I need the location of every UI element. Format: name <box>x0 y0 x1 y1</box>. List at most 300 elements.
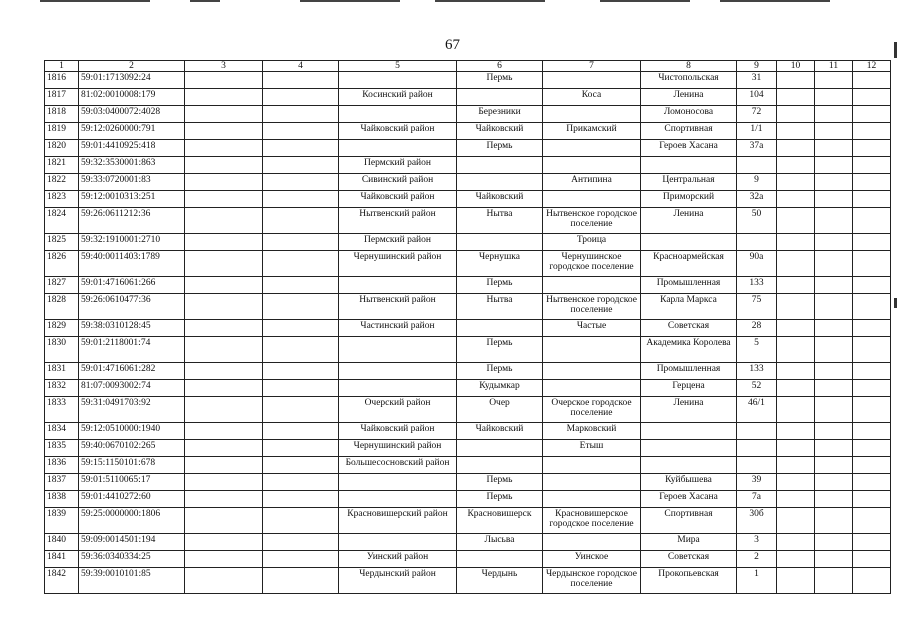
street-cell: Чистопольская <box>641 72 737 89</box>
column-3-cell <box>185 157 263 174</box>
settlement-cell: Коса <box>543 89 641 106</box>
city-cell: Пермь <box>457 474 543 491</box>
column-4-cell <box>263 491 339 508</box>
house-number-cell: 5 <box>737 337 777 363</box>
city-cell: Пермь <box>457 337 543 363</box>
house-number-cell: 32а <box>737 191 777 208</box>
house-number-cell <box>737 457 777 474</box>
city-cell <box>457 89 543 106</box>
table-row <box>45 491 891 508</box>
house-number-cell <box>737 157 777 174</box>
column-12-cell <box>853 320 891 337</box>
city-cell: Пермь <box>457 277 543 294</box>
table-row <box>45 72 891 89</box>
street-cell: Прокопьевская <box>641 568 737 594</box>
row-number-cell: 1837 <box>45 474 79 491</box>
settlement-cell <box>543 277 641 294</box>
column-11-cell <box>815 534 853 551</box>
column-12-cell <box>853 457 891 474</box>
column-10-cell <box>777 568 815 594</box>
settlement-cell: Уинское <box>543 551 641 568</box>
column-11-cell <box>815 423 853 440</box>
city-cell: Лысьва <box>457 534 543 551</box>
cadastral-number-cell: 59:40:0011403:1789 <box>79 251 185 277</box>
street-cell: Спортивная <box>641 508 737 534</box>
district-cell <box>339 380 457 397</box>
street-cell: Советская <box>641 551 737 568</box>
district-cell: Большесосновский район <box>339 457 457 474</box>
column-10-cell <box>777 508 815 534</box>
cadastral-number-cell: 59:25:0000000:1806 <box>79 508 185 534</box>
column-10-cell <box>777 294 815 320</box>
district-cell: Чернушинский район <box>339 440 457 457</box>
house-number-cell <box>737 440 777 457</box>
house-number-cell: 72 <box>737 106 777 123</box>
street-cell: Центральная <box>641 174 737 191</box>
column-3-cell <box>185 551 263 568</box>
column-11-cell <box>815 491 853 508</box>
column-11-cell <box>815 106 853 123</box>
table-row <box>45 89 891 106</box>
column-12-cell <box>853 157 891 174</box>
column-10-cell <box>777 474 815 491</box>
column-4-cell <box>263 140 339 157</box>
city-cell <box>457 234 543 251</box>
table-row <box>45 568 891 594</box>
column-4-cell <box>263 440 339 457</box>
column-4-cell <box>263 423 339 440</box>
table-row <box>45 474 891 491</box>
district-cell: Чайковский район <box>339 191 457 208</box>
column-3-cell <box>185 363 263 380</box>
row-number-cell: 1832 <box>45 380 79 397</box>
column-11-cell <box>815 294 853 320</box>
column-12-cell <box>853 508 891 534</box>
column-3-cell <box>185 320 263 337</box>
column-12-cell <box>853 423 891 440</box>
street-cell: Приморский <box>641 191 737 208</box>
row-number-cell: 1842 <box>45 568 79 594</box>
column-11-cell <box>815 251 853 277</box>
column-3-cell <box>185 491 263 508</box>
cadastral-number-cell: 59:01:2118001:74 <box>79 337 185 363</box>
scan-edge-mark <box>894 298 897 308</box>
column-10-cell <box>777 337 815 363</box>
table-row <box>45 174 891 191</box>
cadastral-number-cell: 59:32:1910001:2710 <box>79 234 185 251</box>
column-12-cell <box>853 106 891 123</box>
column-11-cell <box>815 140 853 157</box>
house-number-cell: 28 <box>737 320 777 337</box>
city-cell: Пермь <box>457 491 543 508</box>
column-4-cell <box>263 457 339 474</box>
district-cell: Чайковский район <box>339 423 457 440</box>
district-cell <box>339 337 457 363</box>
settlement-cell: Нытвенское городское поселение <box>543 208 641 234</box>
house-number-cell: 7а <box>737 491 777 508</box>
column-3-cell <box>185 397 263 423</box>
street-cell: Красноармейская <box>641 251 737 277</box>
column-3-cell <box>185 568 263 594</box>
column-header: 10 <box>777 61 815 72</box>
street-cell: Ленина <box>641 208 737 234</box>
column-12-cell <box>853 491 891 508</box>
column-3-cell <box>185 337 263 363</box>
city-cell <box>457 174 543 191</box>
column-10-cell <box>777 440 815 457</box>
column-header: 8 <box>641 61 737 72</box>
row-number-cell: 1818 <box>45 106 79 123</box>
column-11-cell <box>815 320 853 337</box>
city-cell: Нытва <box>457 294 543 320</box>
house-number-cell: 46/1 <box>737 397 777 423</box>
column-header: 5 <box>339 61 457 72</box>
cadastral-number-cell: 59:31:0491703:92 <box>79 397 185 423</box>
column-10-cell <box>777 534 815 551</box>
house-number-cell: 104 <box>737 89 777 106</box>
column-4-cell <box>263 320 339 337</box>
column-12-cell <box>853 140 891 157</box>
district-cell: Чернушинский район <box>339 251 457 277</box>
district-cell: Сивинский район <box>339 174 457 191</box>
cadastral-number-cell: 59:40:0670102:265 <box>79 440 185 457</box>
column-header: 11 <box>815 61 853 72</box>
row-number-cell: 1829 <box>45 320 79 337</box>
column-12-cell <box>853 397 891 423</box>
row-number-cell: 1822 <box>45 174 79 191</box>
row-number-cell: 1817 <box>45 89 79 106</box>
street-cell <box>641 457 737 474</box>
column-10-cell <box>777 397 815 423</box>
column-header: 9 <box>737 61 777 72</box>
column-10-cell <box>777 234 815 251</box>
column-12-cell <box>853 380 891 397</box>
street-cell: Карла Маркса <box>641 294 737 320</box>
city-cell: Красновишерск <box>457 508 543 534</box>
column-10-cell <box>777 423 815 440</box>
column-10-cell <box>777 457 815 474</box>
cadastral-number-cell: 81:02:0010008:179 <box>79 89 185 106</box>
row-number-cell: 1833 <box>45 397 79 423</box>
column-10-cell <box>777 320 815 337</box>
table-row <box>45 440 891 457</box>
district-cell <box>339 72 457 89</box>
table-row <box>45 423 891 440</box>
settlement-cell: Антипина <box>543 174 641 191</box>
settlement-cell: Етыш <box>543 440 641 457</box>
column-3-cell <box>185 123 263 140</box>
column-12-cell <box>853 72 891 89</box>
column-12-cell <box>853 123 891 140</box>
district-cell: Чердынский район <box>339 568 457 594</box>
column-11-cell <box>815 191 853 208</box>
column-12-cell <box>853 534 891 551</box>
column-10-cell <box>777 89 815 106</box>
column-11-cell <box>815 457 853 474</box>
settlement-cell: Частые <box>543 320 641 337</box>
column-11-cell <box>815 363 853 380</box>
column-11-cell <box>815 123 853 140</box>
settlement-cell <box>543 380 641 397</box>
column-10-cell <box>777 123 815 140</box>
column-4-cell <box>263 363 339 380</box>
registry-table <box>44 60 891 594</box>
street-cell <box>641 157 737 174</box>
registry-body <box>45 72 891 594</box>
column-12-cell <box>853 337 891 363</box>
column-11-cell <box>815 157 853 174</box>
city-cell: Нытва <box>457 208 543 234</box>
table-row <box>45 363 891 380</box>
cadastral-number-cell: 59:01:1713092:24 <box>79 72 185 89</box>
column-4-cell <box>263 157 339 174</box>
column-header: 12 <box>853 61 891 72</box>
row-number-cell: 1824 <box>45 208 79 234</box>
street-cell: Героев Хасана <box>641 140 737 157</box>
row-number-cell: 1823 <box>45 191 79 208</box>
column-3-cell <box>185 106 263 123</box>
table-row <box>45 320 891 337</box>
street-cell: Промышленная <box>641 363 737 380</box>
house-number-cell: 133 <box>737 363 777 380</box>
settlement-cell: Очерское городское поселение <box>543 397 641 423</box>
column-12-cell <box>853 251 891 277</box>
column-11-cell <box>815 234 853 251</box>
column-11-cell <box>815 568 853 594</box>
district-cell <box>339 363 457 380</box>
district-cell: Красновишерский район <box>339 508 457 534</box>
scan-edge-mark <box>894 42 897 58</box>
column-11-cell <box>815 72 853 89</box>
column-3-cell <box>185 234 263 251</box>
district-cell <box>339 106 457 123</box>
table-row <box>45 208 891 234</box>
settlement-cell <box>543 191 641 208</box>
column-12-cell <box>853 474 891 491</box>
district-cell: Нытвенский район <box>339 294 457 320</box>
column-3-cell <box>185 277 263 294</box>
cadastral-number-cell: 59:33:0720001:83 <box>79 174 185 191</box>
city-cell <box>457 440 543 457</box>
house-number-cell: 50 <box>737 208 777 234</box>
house-number-cell: 9 <box>737 174 777 191</box>
column-11-cell <box>815 508 853 534</box>
cadastral-number-cell: 59:26:0610477:36 <box>79 294 185 320</box>
column-4-cell <box>263 551 339 568</box>
column-12-cell <box>853 363 891 380</box>
column-3-cell <box>185 251 263 277</box>
settlement-cell: Красновишерское городское поселение <box>543 508 641 534</box>
column-3-cell <box>185 191 263 208</box>
cadastral-number-cell: 59:01:5110065:17 <box>79 474 185 491</box>
row-number-cell: 1839 <box>45 508 79 534</box>
row-number-cell: 1836 <box>45 457 79 474</box>
district-cell: Нытвенский район <box>339 208 457 234</box>
settlement-cell: Чернушинское городское поселение <box>543 251 641 277</box>
cadastral-number-cell: 59:01:4716061:282 <box>79 363 185 380</box>
column-4-cell <box>263 277 339 294</box>
column-10-cell <box>777 277 815 294</box>
settlement-cell <box>543 140 641 157</box>
house-number-cell: 1 <box>737 568 777 594</box>
settlement-cell <box>543 491 641 508</box>
cadastral-number-cell: 59:01:4716061:266 <box>79 277 185 294</box>
column-10-cell <box>777 191 815 208</box>
table-row <box>45 294 891 320</box>
city-cell: Чайковский <box>457 191 543 208</box>
column-12-cell <box>853 208 891 234</box>
column-4-cell <box>263 508 339 534</box>
settlement-cell <box>543 534 641 551</box>
table-row <box>45 106 891 123</box>
settlement-cell: Прикамский <box>543 123 641 140</box>
column-number-row <box>45 61 891 72</box>
city-cell: Пермь <box>457 140 543 157</box>
settlement-cell <box>543 106 641 123</box>
street-cell: Советская <box>641 320 737 337</box>
column-11-cell <box>815 440 853 457</box>
row-number-cell: 1831 <box>45 363 79 380</box>
house-number-cell: 133 <box>737 277 777 294</box>
column-10-cell <box>777 157 815 174</box>
city-cell: Очер <box>457 397 543 423</box>
column-11-cell <box>815 397 853 423</box>
house-number-cell <box>737 234 777 251</box>
column-4-cell <box>263 106 339 123</box>
cadastral-number-cell: 59:01:4410272:60 <box>79 491 185 508</box>
row-number-cell: 1816 <box>45 72 79 89</box>
column-10-cell <box>777 72 815 89</box>
row-number-cell: 1825 <box>45 234 79 251</box>
district-cell: Частинский район <box>339 320 457 337</box>
street-cell: Героев Хасана <box>641 491 737 508</box>
table-row <box>45 123 891 140</box>
row-number-cell: 1841 <box>45 551 79 568</box>
column-3-cell <box>185 89 263 106</box>
page-number: 67 <box>445 37 460 53</box>
column-4-cell <box>263 380 339 397</box>
city-cell: Чайковский <box>457 423 543 440</box>
street-cell: Промышленная <box>641 277 737 294</box>
row-number-cell: 1835 <box>45 440 79 457</box>
house-number-cell: 30б <box>737 508 777 534</box>
house-number-cell: 39 <box>737 474 777 491</box>
column-3-cell <box>185 294 263 320</box>
column-12-cell <box>853 89 891 106</box>
table-row <box>45 551 891 568</box>
column-4-cell <box>263 251 339 277</box>
column-4-cell <box>263 174 339 191</box>
district-cell: Чайковский район <box>339 123 457 140</box>
table-row <box>45 234 891 251</box>
column-12-cell <box>853 440 891 457</box>
city-cell: Пермь <box>457 72 543 89</box>
column-11-cell <box>815 337 853 363</box>
house-number-cell: 37а <box>737 140 777 157</box>
column-4-cell <box>263 397 339 423</box>
column-3-cell <box>185 423 263 440</box>
column-3-cell <box>185 457 263 474</box>
house-number-cell: 90а <box>737 251 777 277</box>
column-header: 4 <box>263 61 339 72</box>
district-cell <box>339 534 457 551</box>
street-cell: Ленина <box>641 397 737 423</box>
row-number-cell: 1828 <box>45 294 79 320</box>
column-4-cell <box>263 534 339 551</box>
column-header: 1 <box>45 61 79 72</box>
cadastral-number-cell: 59:12:0010313:251 <box>79 191 185 208</box>
row-number-cell: 1821 <box>45 157 79 174</box>
column-4-cell <box>263 89 339 106</box>
row-number-cell: 1834 <box>45 423 79 440</box>
cadastral-number-cell: 59:15:1150101:678 <box>79 457 185 474</box>
column-3-cell <box>185 380 263 397</box>
column-12-cell <box>853 551 891 568</box>
street-cell <box>641 440 737 457</box>
table-row <box>45 380 891 397</box>
cadastral-number-cell: 59:01:4410925:418 <box>79 140 185 157</box>
column-3-cell <box>185 440 263 457</box>
city-cell: Березники <box>457 106 543 123</box>
city-cell: Кудымкар <box>457 380 543 397</box>
district-cell: Очерский район <box>339 397 457 423</box>
column-4-cell <box>263 294 339 320</box>
district-cell: Пермский район <box>339 234 457 251</box>
column-12-cell <box>853 277 891 294</box>
column-3-cell <box>185 474 263 491</box>
column-11-cell <box>815 474 853 491</box>
column-10-cell <box>777 380 815 397</box>
column-12-cell <box>853 174 891 191</box>
column-header: 2 <box>79 61 185 72</box>
column-12-cell <box>853 568 891 594</box>
column-11-cell <box>815 174 853 191</box>
column-10-cell <box>777 106 815 123</box>
table-row <box>45 191 891 208</box>
row-number-cell: 1830 <box>45 337 79 363</box>
city-cell <box>457 457 543 474</box>
city-cell <box>457 320 543 337</box>
street-cell: Мира <box>641 534 737 551</box>
district-cell: Пермский район <box>339 157 457 174</box>
settlement-cell <box>543 157 641 174</box>
settlement-cell <box>543 337 641 363</box>
city-cell: Чернушка <box>457 251 543 277</box>
column-11-cell <box>815 551 853 568</box>
settlement-cell: Чердынское городское поселение <box>543 568 641 594</box>
scan-top-marks <box>40 0 880 4</box>
column-11-cell <box>815 277 853 294</box>
house-number-cell: 1/1 <box>737 123 777 140</box>
house-number-cell <box>737 423 777 440</box>
column-11-cell <box>815 89 853 106</box>
settlement-cell <box>543 363 641 380</box>
column-header: 6 <box>457 61 543 72</box>
house-number-cell: 75 <box>737 294 777 320</box>
row-number-cell: 1819 <box>45 123 79 140</box>
house-number-cell: 3 <box>737 534 777 551</box>
row-number-cell: 1826 <box>45 251 79 277</box>
cadastral-number-cell: 59:26:0611212:36 <box>79 208 185 234</box>
house-number-cell: 52 <box>737 380 777 397</box>
column-3-cell <box>185 174 263 191</box>
column-4-cell <box>263 474 339 491</box>
table-row <box>45 251 891 277</box>
settlement-cell: Троица <box>543 234 641 251</box>
district-cell <box>339 491 457 508</box>
table-row <box>45 508 891 534</box>
settlement-cell <box>543 72 641 89</box>
